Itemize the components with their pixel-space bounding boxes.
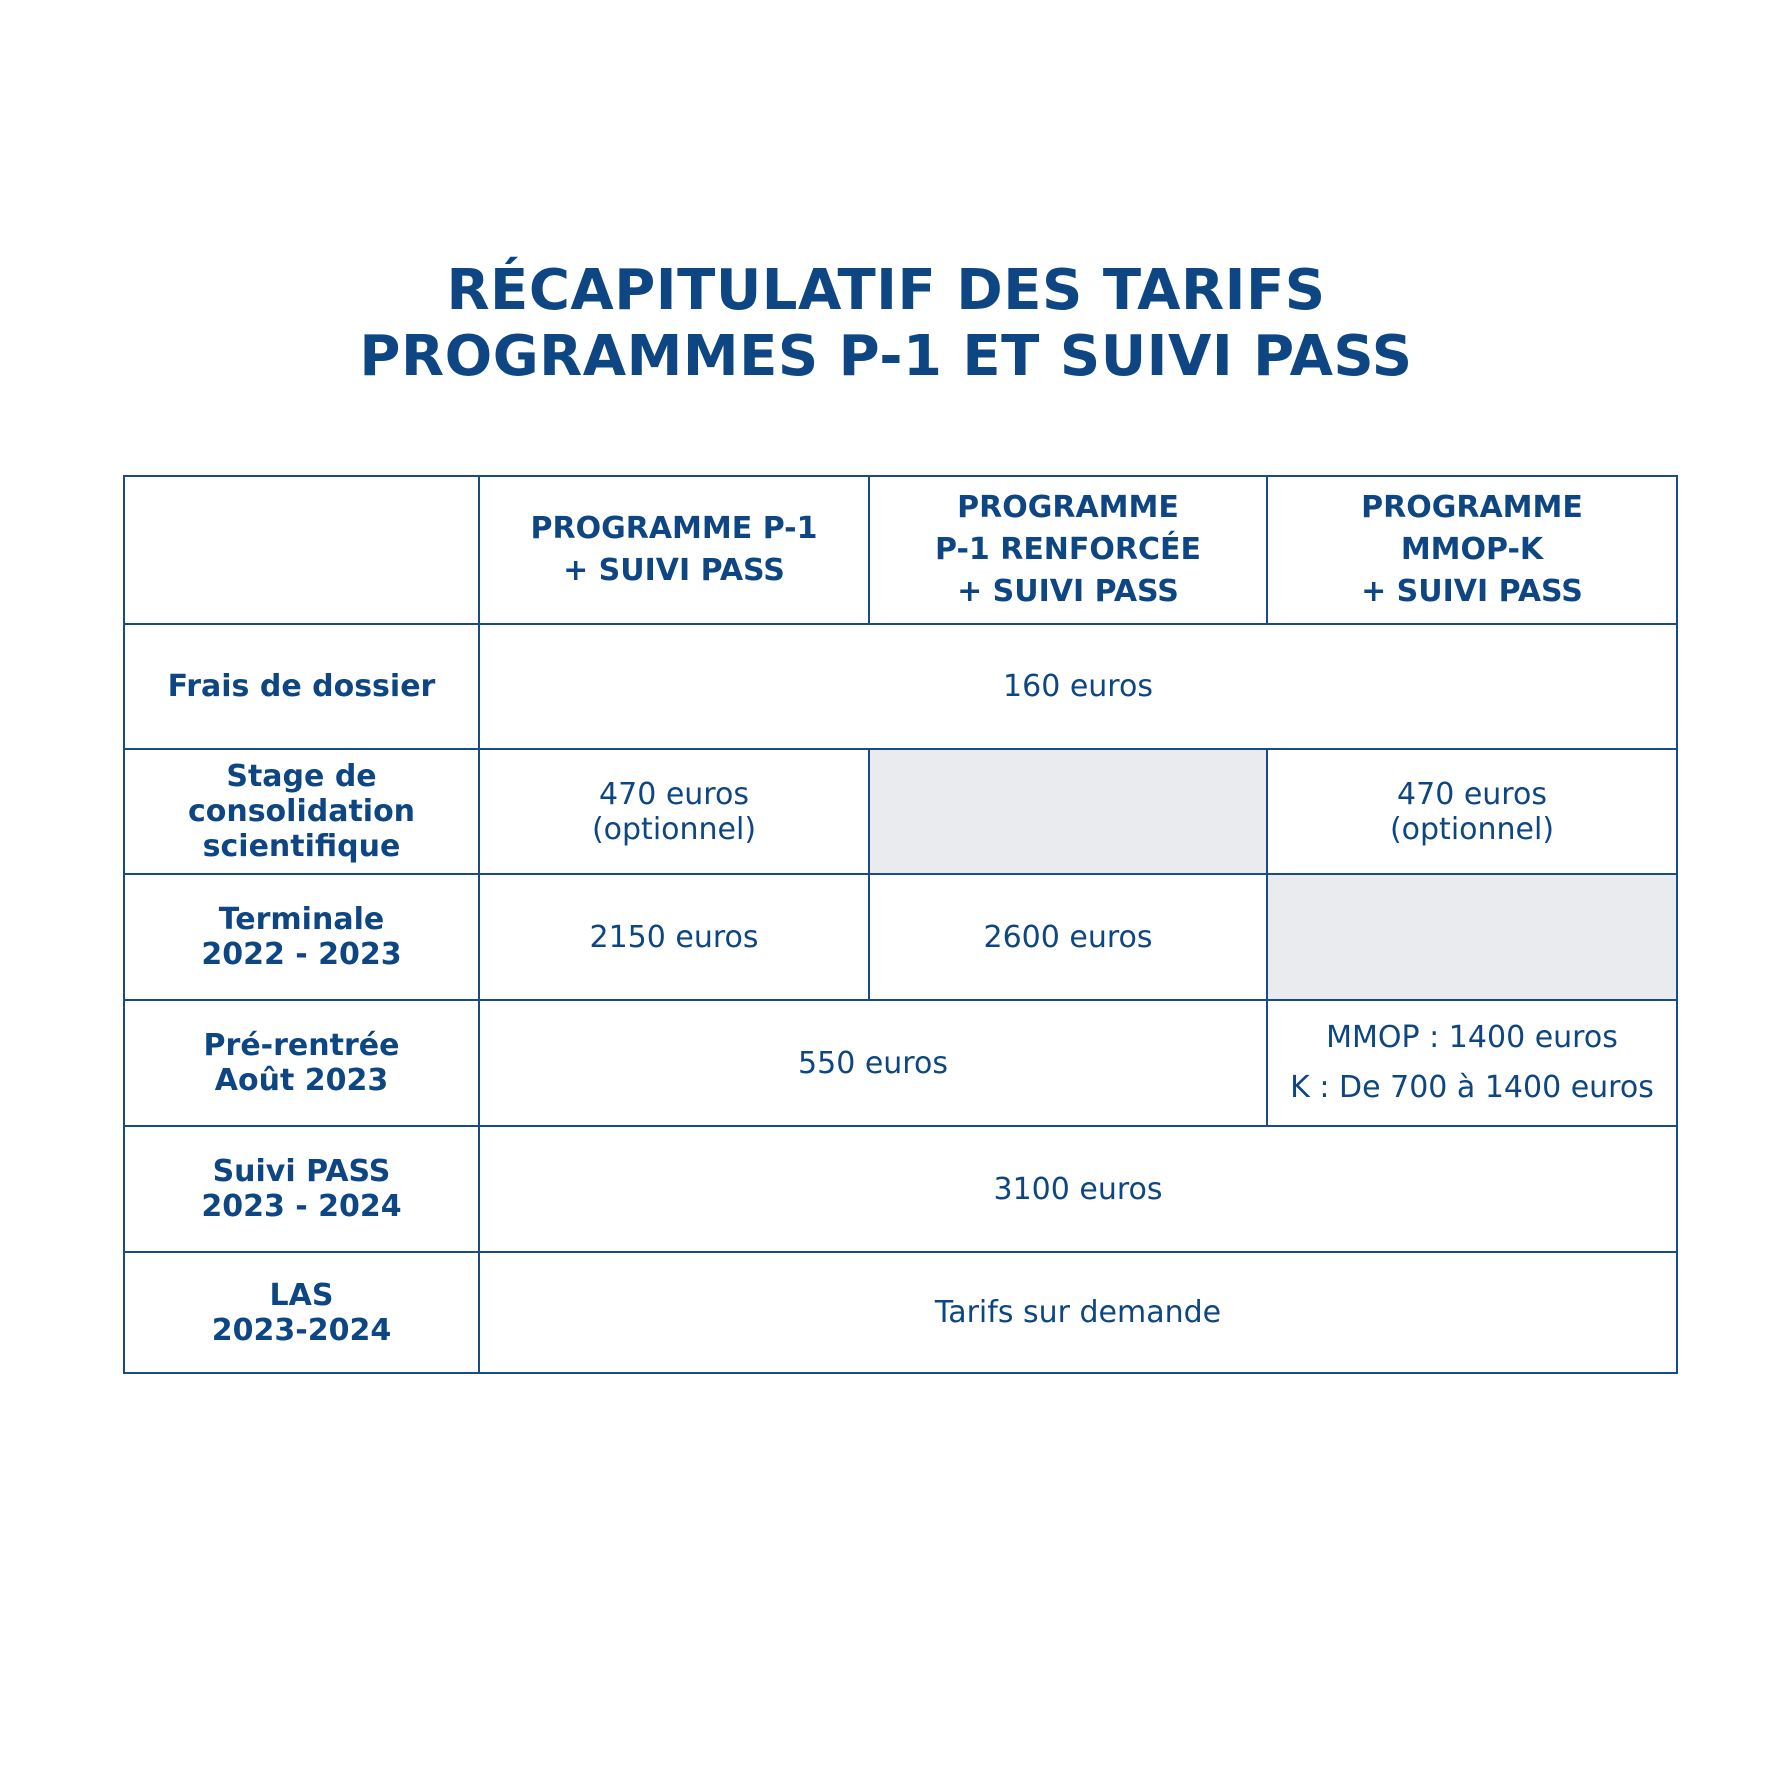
row-label-text: 2023 - 2024: [201, 1189, 402, 1224]
terminale-mmopk-unavailable-cell: [1267, 874, 1677, 1000]
row-label-suivi: [124, 1126, 479, 1252]
column-header-p1-renforcee: [869, 476, 1267, 624]
stage-mmopk-cell: [1267, 749, 1677, 874]
prerentree-mmopk-cell: [1267, 1000, 1677, 1126]
pricing-table: [123, 475, 1678, 1374]
row-label-text: Stage de: [226, 759, 377, 794]
row-label-text: Frais de dossier: [167, 669, 436, 704]
row-label-text: 2023-2024: [211, 1312, 392, 1348]
row-label-frais: [124, 624, 479, 749]
title-line-2: PROGRAMMES P-1 ET SUIVI PASS: [359, 324, 1413, 389]
value-text: K : De 700 à 1400 euros: [1290, 1070, 1654, 1105]
column-header-line: + SUIVI PASS: [1361, 574, 1583, 609]
column-header-line: PROGRAMME: [957, 490, 1179, 525]
column-header-line: + SUIVI PASS: [563, 553, 785, 588]
column-header-line: PROGRAMME: [1361, 490, 1583, 525]
table-row-las: [124, 1252, 1677, 1373]
terminale-renforcee-cell: [869, 874, 1267, 1000]
value-text: 550 euros: [798, 1045, 948, 1081]
value-text: 3100 euros: [993, 1171, 1163, 1207]
column-header-line: MMOP-K: [1400, 532, 1544, 567]
row-label-las: [124, 1252, 479, 1373]
las-value-cell: [479, 1252, 1677, 1373]
row-label-text: consolidation: [187, 794, 416, 829]
prerentree-p1-renforcee-cell: [479, 1000, 1267, 1126]
stage-p1-cell: [479, 749, 869, 874]
value-text: (optionnel): [1389, 811, 1555, 847]
empty-corner-cell: [124, 476, 479, 624]
frais-value-cell: [479, 624, 1677, 749]
row-label-text: Terminale: [218, 902, 385, 937]
table-row-stage: [124, 749, 1677, 874]
table-row-prerentree: [124, 1000, 1677, 1126]
column-header-line: + SUIVI PASS: [957, 574, 1179, 609]
stage-renforcee-unavailable-cell: [869, 749, 1267, 874]
value-text: MMOP : 1400 euros: [1326, 1020, 1618, 1055]
value-text: 2600 euros: [983, 919, 1153, 955]
value-text: Tarifs sur demande: [934, 1295, 1222, 1330]
column-header-p1: [479, 476, 869, 624]
column-header-line: PROGRAMME P-1: [530, 511, 818, 546]
row-label-terminale: [124, 874, 479, 1000]
value-text: 470 euros: [599, 776, 749, 812]
column-header-mmopk: [1267, 476, 1677, 624]
row-label-text: Août 2023: [214, 1063, 389, 1098]
row-label-text: scientifique: [202, 829, 401, 864]
value-text: 470 euros: [1397, 776, 1547, 812]
value-text: 160 euros: [1003, 669, 1153, 704]
header-row: [124, 476, 1677, 624]
page-title: [0, 258, 1772, 390]
row-label-text: Suivi PASS: [212, 1154, 391, 1189]
table-row-suivi: [124, 1126, 1677, 1252]
row-label-text: LAS: [269, 1277, 334, 1313]
terminale-p1-cell: [479, 874, 869, 1000]
title-line-1: RÉCAPITULATIF DES TARIFS: [446, 258, 1326, 323]
column-header-line: P-1 RENFORCÉE: [934, 532, 1202, 567]
value-text: 2150 euros: [589, 919, 759, 955]
row-label-prerentree: [124, 1000, 479, 1126]
row-label-stage: [124, 749, 479, 874]
row-label-text: 2022 - 2023: [201, 937, 402, 972]
table-row-frais: [124, 624, 1677, 749]
value-text: (optionnel): [591, 811, 757, 847]
table-row-terminale: [124, 874, 1677, 1000]
row-label-text: Pré-rentrée: [203, 1028, 400, 1063]
suivi-value-cell: [479, 1126, 1677, 1252]
